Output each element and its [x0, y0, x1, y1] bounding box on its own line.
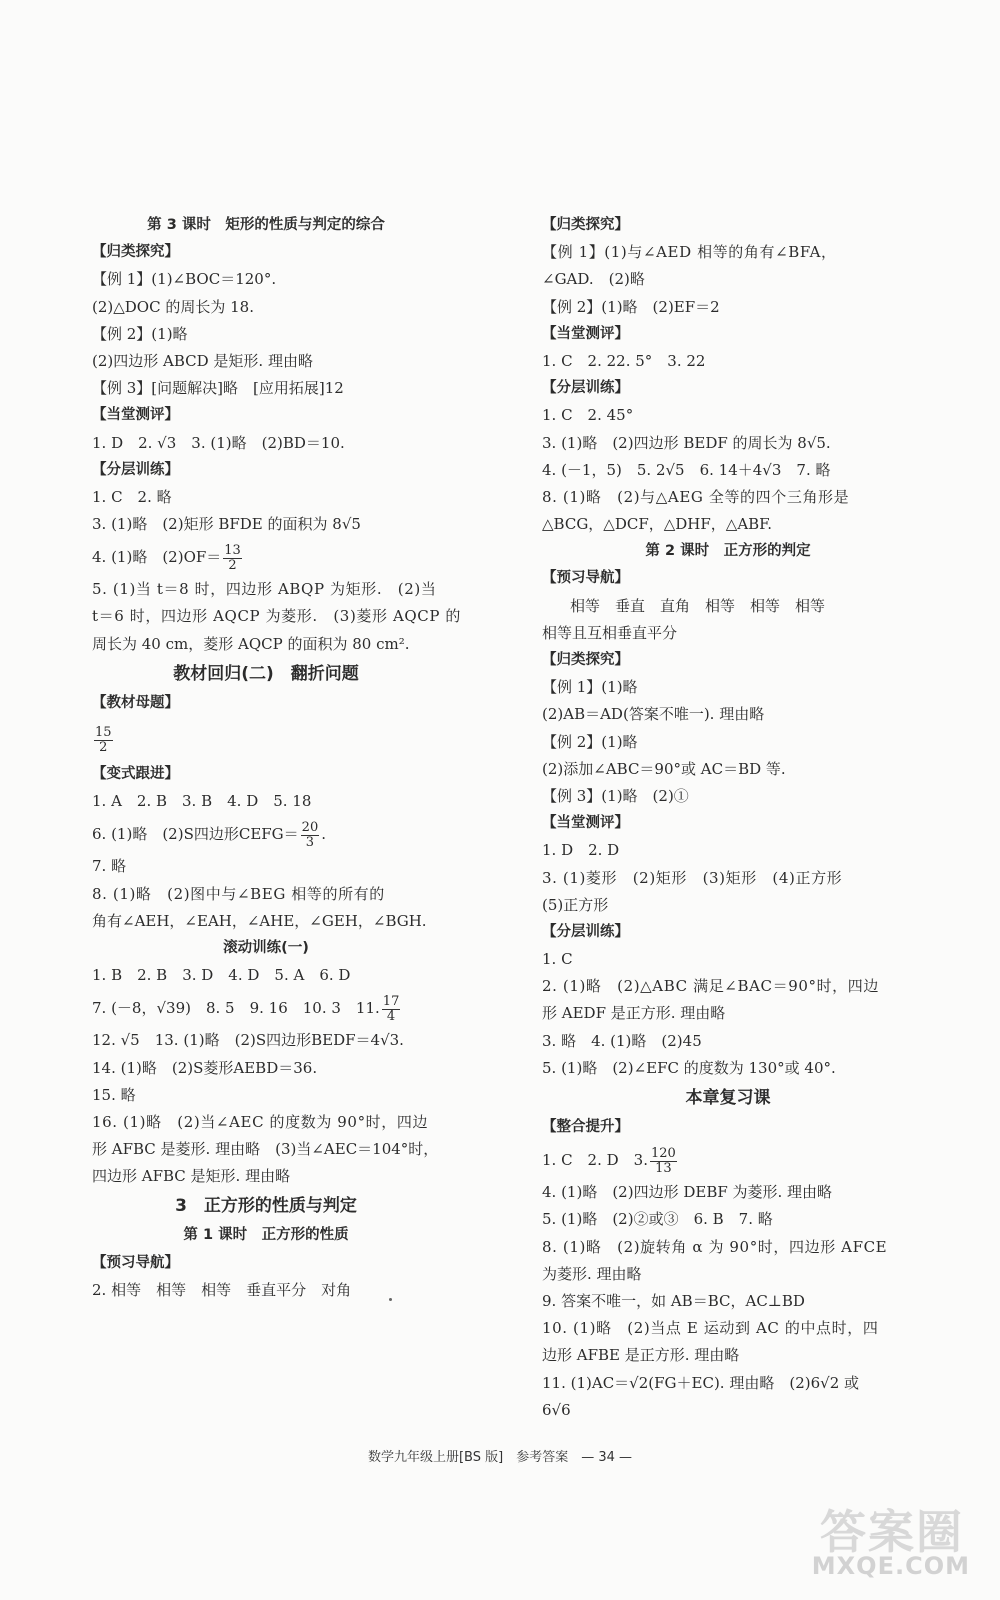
answer-line: (5)正方形	[542, 895, 609, 914]
left-column	[92, 212, 462, 1304]
answer-line: 1. A 2. B 3. B 4. D 5. 18	[92, 792, 312, 811]
answer-line: 11. (1)AC＝√2(FG＋EC). 理由略 (2)6√2 或	[542, 1373, 860, 1392]
answer-line: 四边形 AFBC 是矩形. 理由略	[92, 1167, 291, 1186]
watermark-text: 答案圈	[820, 1505, 964, 1559]
answer-line: 1. C	[542, 950, 573, 969]
answer-line: 周长为 40 cm，菱形 AQCP 的面积为 80 cm².	[92, 634, 410, 653]
answer-line: (2)AB＝AD(答案不唯一). 理由略	[542, 705, 765, 724]
watermark-logo	[794, 1496, 974, 1586]
answer-line: 3. (1)略 (2)矩形 BFDE 的面积为 8√5	[92, 515, 361, 534]
section-tag: 【当堂测评】	[542, 325, 629, 342]
answer-line: 2. (1)略 (2)△ABC 满足∠BAC＝90°时，四边	[542, 977, 879, 996]
answer-line: 8. (1)略 (2)图中与∠BEG 相等的所有的	[92, 884, 385, 903]
answer-line: 边形 AFBE 是正方形. 理由略	[542, 1346, 740, 1365]
answer-text: 6. (1)略 (2)S四边形CEFG＝	[92, 825, 299, 844]
section-tag: 【分层训练】	[542, 380, 629, 397]
answer-line: 7. 略	[92, 857, 127, 876]
answer-line: 形 AFBC 是菱形. 理由略 (3)当∠AEC＝104°时，	[92, 1140, 439, 1159]
denominator: 2	[228, 557, 237, 573]
numerator: 20	[301, 819, 319, 835]
numerator: 17	[382, 993, 400, 1009]
answer-line: (2)△DOC 的周长为 18.	[92, 297, 254, 316]
answer-line: ∠GAD. (2)略	[542, 270, 645, 289]
answer-text: 1. C 2. D 3.	[542, 1151, 648, 1170]
answer-line: t＝6 时，四边形 AQCP 为菱形. (3)菱形 AQCP 的	[92, 607, 462, 626]
answer-line: 1. C 2. 45°	[542, 406, 634, 425]
denominator: 2	[99, 739, 108, 755]
answer-line: 1. B 2. B 3. D 4. D 5. A 6. D	[92, 966, 351, 985]
denominator: 3	[305, 834, 315, 850]
answer-line: (2)添加∠ABC＝90°或 AC＝BD 等.	[542, 759, 786, 778]
answer-line: 10. (1)略 (2)当点 E 运动到 AC 的中点时，四	[542, 1319, 879, 1338]
answer-line: 3. (1)略 (2)四边形 BEDF 的周长为 8√5.	[542, 433, 831, 452]
answer-line: 【例 3】[问题解决]略 [应用拓展]12	[92, 379, 344, 398]
section-tag: 【分层训练】	[92, 461, 179, 478]
answer-line: 3. 略 4. (1)略 (2)45	[542, 1031, 702, 1050]
rolling-training-heading: 滚动训练(一)	[223, 939, 309, 956]
answer-line: 5. (1)略 (2)∠EFC 的度数为 130°或 40°.	[542, 1058, 836, 1077]
answer-line: 4. (－1，5) 5. 2√5 6. 14＋4√3 7. 略	[542, 460, 831, 479]
answer-line: 【例 2】(1)略	[542, 732, 638, 751]
answer-line: 【例 2】(1)略	[92, 324, 188, 343]
answer-line	[92, 989, 440, 1027]
section-tag: 【整合提升】	[542, 1119, 629, 1135]
section-tag: 【分层训练】	[542, 923, 629, 940]
section-tag: 【当堂测评】	[542, 815, 629, 832]
chapter-heading: 教材回归(二) 翻折问题	[173, 663, 359, 684]
section-tag: 【归类探究】	[542, 217, 629, 233]
answer-line: 【例 1】(1)略	[542, 678, 638, 697]
answer-line: 相等且互相垂直平分	[542, 623, 678, 642]
chapter-review-heading: 本章复习课	[685, 1088, 771, 1108]
denominator: 13	[655, 1160, 672, 1176]
answer-line: 1. D 2. √3 3. (1)略 (2)BD＝10.	[92, 433, 345, 452]
answer-line	[542, 1141, 914, 1179]
answer-text: 4. (1)略 (2)OF＝	[92, 548, 222, 567]
lesson-3-heading: 第 3 课时 矩形的性质与判定的综合	[147, 217, 385, 233]
answer-line: 8. (1)略 (2)与△AEG 全等的四个三角形是	[542, 487, 850, 506]
answer-line	[92, 717, 440, 761]
numerator: 120	[650, 1145, 676, 1161]
answer-line: △BCG，△DCF，△DHF，△ABF.	[542, 515, 773, 534]
answer-line: 1. C 2. 略	[92, 487, 172, 506]
answer-line: 9. 答案不唯一，如 AB＝BC，AC⊥BD	[542, 1291, 805, 1310]
numerator: 13	[224, 542, 241, 558]
answer-line: 5. (1)当 t＝8 时，四边形 ABQP 为矩形. (2)当	[92, 580, 437, 599]
answer-line: 【例 3】(1)略 (2)①	[542, 786, 689, 805]
answer-line: 为菱形. 理由略	[542, 1264, 642, 1283]
answer-line: 【例 1】(1)与∠AED 相等的角有∠BFA，	[542, 243, 837, 262]
fraction	[382, 995, 401, 1024]
answer-line: 12. √5 13. (1)略 (2)S四边形BEDF＝4√3.	[92, 1031, 404, 1050]
answer-line: 6√6	[542, 1400, 571, 1419]
answer-line: 相等 垂直 直角 相等 相等 相等	[570, 596, 826, 615]
section-tag: 【归类探究】	[92, 244, 179, 261]
numerator: 15	[95, 724, 112, 740]
lesson-2-heading: 第 2 课时 正方形的判定	[645, 543, 811, 560]
answer-line: 1. C 2. 22. 5° 3. 22	[542, 351, 706, 370]
fraction	[94, 726, 113, 755]
answer-line	[92, 538, 440, 576]
answer-line: 3. (1)菱形 (2)矩形 (3)矩形 (4)正方形	[542, 868, 843, 887]
watermark-url: MXQE.COM	[811, 1552, 970, 1580]
answer-line: 形 AEDF 是正方形. 理由略	[542, 1004, 726, 1023]
fraction	[650, 1147, 677, 1176]
answer-line: 16. (1)略 (2)当∠AEC 的度数为 90°时，四边	[92, 1112, 429, 1131]
section-tag: 【预习导航】	[542, 570, 629, 587]
fraction	[301, 821, 320, 850]
answer-line: 8. (1)略 (2)旋转角 α 为 90°时，四边形 AFCE	[542, 1237, 888, 1256]
stray-mark	[389, 1298, 392, 1301]
denominator: 4	[386, 1008, 396, 1024]
page-footer: 数学九年级上册[BS 版] 参考答案 — 34 —	[367, 1450, 633, 1465]
fraction	[223, 544, 242, 573]
lesson-1-heading: 第 1 课时 正方形的性质	[183, 1227, 349, 1244]
answer-line: 6. (1)略 (2)S四边形CEFG＝ $\frac{20}{3}$ .	[92, 819, 326, 850]
answer-line: (2)四边形 ABCD 是矩形. 理由略	[92, 351, 313, 370]
right-column	[542, 212, 914, 1424]
answer-line: 15. 略	[92, 1085, 136, 1104]
section-tag: 【当堂测评】	[92, 407, 179, 424]
section-3-heading: 3 正方形的性质与判定	[175, 1196, 357, 1217]
answer-line: 5. (1)略 (2)②或③ 6. B 7. 略	[542, 1210, 773, 1229]
answer-line: 【例 1】(1)∠BOC＝120°.	[92, 270, 277, 289]
section-tag: 【预习导航】	[92, 1254, 179, 1271]
answer-line: 4. (1)略 (2)四边形 DEBF 为菱形. 理由略	[542, 1183, 833, 1202]
section-tag: 【变式跟进】	[92, 766, 179, 782]
section-tag: 【教材母题】	[92, 694, 179, 711]
answer-line: 14. (1)略 (2)S菱形AEBD＝36.	[92, 1058, 318, 1077]
answer-line: 【例 2】(1)略 (2)EF＝2	[542, 297, 720, 316]
answer-line: 2. 相等 相等 相等 垂直平分 对角	[92, 1280, 352, 1299]
section-tag: 【归类探究】	[542, 652, 629, 668]
answer-text: 7. (－8，√39) 8. 5 9. 16 10. 3 11.	[92, 999, 380, 1018]
answer-line: 1. D 2. D	[542, 841, 620, 860]
answer-line: 角有∠AEH，∠EAH，∠AHE，∠GEH，∠BGH.	[92, 911, 427, 930]
